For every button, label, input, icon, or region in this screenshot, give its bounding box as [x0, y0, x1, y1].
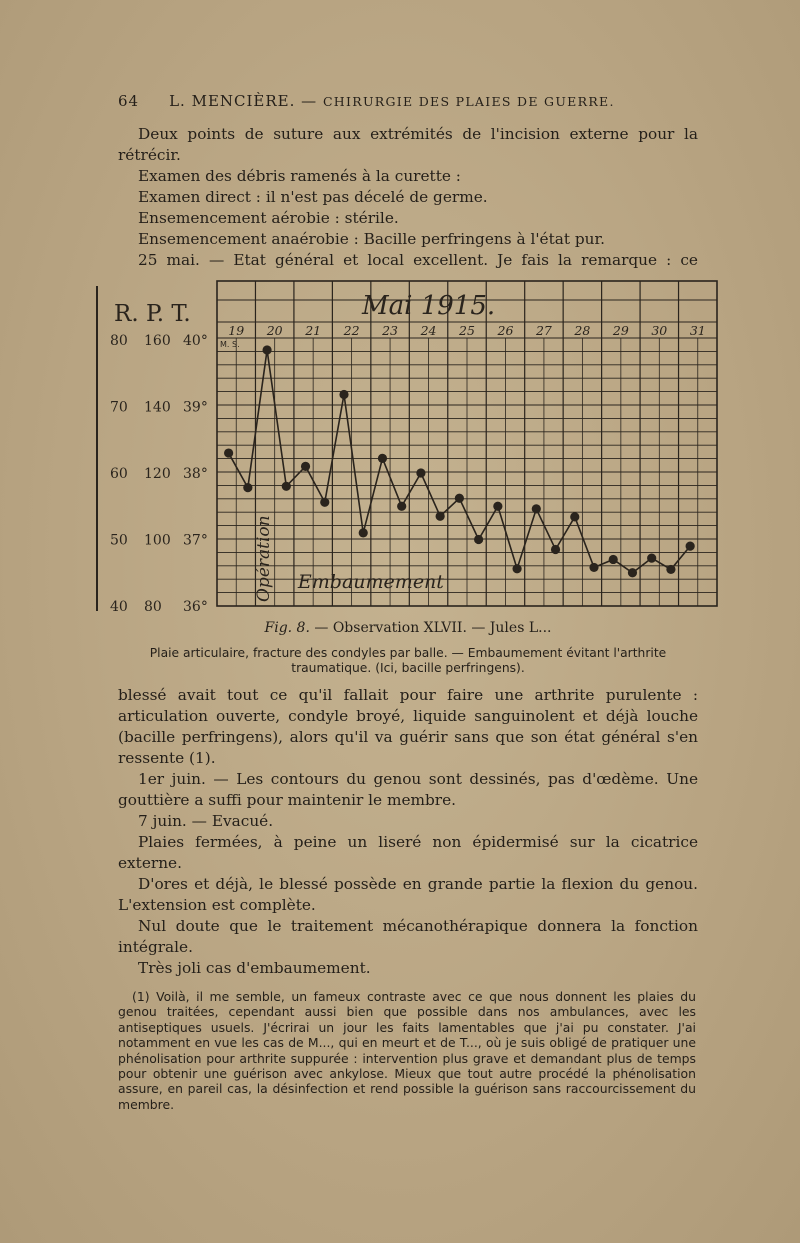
chart-title: Mai 1915. — [362, 291, 496, 321]
paragraph: Ensemencement aérobie : stérile. — [138, 209, 399, 227]
temperature-point — [262, 345, 271, 354]
temperature-point — [282, 482, 291, 491]
axis-r-label: 80 — [110, 333, 128, 349]
axis-p-label: 120 — [144, 466, 171, 482]
header-title: CHIRURGIE DES PLAIES DE GUERRE. — [322, 94, 615, 109]
paragraph: Très joli cas d'embaumement. — [138, 959, 371, 977]
running-header — [118, 92, 718, 110]
operation-annotation: Opération — [254, 515, 275, 602]
temperature-point — [301, 462, 310, 471]
date-label: 23 — [382, 323, 399, 338]
axis-t-label: 37° — [183, 532, 208, 549]
date-label: 27 — [535, 323, 552, 338]
paragraph: 25 mai. — Etat général et local excellent. Je fais la remarque : ce — [138, 251, 698, 269]
temperature-chart — [100, 278, 725, 613]
axis-header: R. P. T. — [114, 301, 191, 327]
date-label: 28 — [574, 323, 591, 338]
date-label: 19 — [228, 323, 245, 338]
temperature-point — [666, 565, 675, 574]
chart-left-rule — [96, 286, 98, 611]
header-author: L. MENCIÈRE. — — [169, 92, 323, 110]
date-label: 26 — [497, 323, 514, 338]
axis-r-label: 70 — [110, 399, 128, 416]
date-label: 29 — [612, 323, 629, 338]
ms-label: M. S. — [220, 340, 240, 349]
temperature-point — [570, 512, 579, 521]
temperature-point — [609, 555, 618, 564]
temperature-point — [512, 564, 521, 573]
paragraph: D'ores et déjà, le blessé possède en grande partie la flexion du genou. L'extension est complète. — [118, 875, 698, 914]
figure-number: Fig. 8. — [264, 620, 310, 636]
body-paragraphs — [118, 685, 698, 979]
axis-p-label: 140 — [144, 399, 171, 416]
temperature-point — [378, 454, 387, 463]
embaumement-annotation: Embaumement — [297, 571, 444, 593]
temperature-point — [416, 468, 425, 477]
temperature-point — [493, 502, 502, 511]
temperature-point — [455, 494, 464, 503]
temperature-point — [339, 390, 348, 399]
temperature-point — [647, 554, 656, 563]
temperature-point — [551, 545, 560, 554]
date-label: 21 — [305, 323, 322, 338]
axis-r-label: 60 — [110, 466, 128, 482]
paragraph: 1er juin. — Les contours du genou sont dessinés, pas d'œdème. Une gouttière a suffi pour maintenir le membre. — [118, 770, 698, 809]
axis-p-label: 100 — [144, 532, 171, 549]
axis-r-label: 40 — [110, 599, 128, 613]
temperature-point — [589, 563, 598, 572]
axis-t-label: 39° — [183, 399, 208, 416]
temperature-point — [436, 512, 445, 521]
paragraph: Nul doute que le traitement mécanothérapique donnera la fonction intégrale. — [118, 917, 698, 956]
paragraph: blessé avait tout ce qu'il fallait pour faire une arthrite purulente : articulation ouverte, condyle broyé, liquide sanguinolent et déjà louche (bacille perfringens), alors qu'il va guérir sans que son état général s'en ressente (1). — [118, 686, 698, 767]
paragraph: Examen des débris ramenés à la curette : — [138, 167, 461, 185]
paragraph: Deux points de suture aux extrémités de l'incision externe pour la rétrécir. — [118, 125, 698, 164]
date-label: 22 — [343, 323, 360, 338]
temperature-point — [320, 498, 329, 507]
axis-t-label: 40° — [183, 333, 208, 349]
temperature-point — [397, 502, 406, 511]
paragraph: Plaies fermées, à peine un liseré non épidermisé sur la cicatrice externe. — [118, 833, 698, 872]
axis-t-label: 36° — [183, 599, 208, 613]
figure-title: — Observation XLVII. — Jules L... — [309, 620, 552, 636]
temperature-point — [224, 448, 233, 457]
figure-description: Plaie articulaire, fracture des condyles par balle. — Embaumement évitant l'arthrite traumatique. (Ici, bacille perfringens). — [149, 646, 667, 675]
figure-caption — [118, 620, 698, 636]
page-number: 64 — [118, 92, 140, 110]
date-label: 24 — [420, 323, 437, 338]
axis-p-label: 80 — [144, 599, 162, 613]
axis-p-label: 160 — [144, 333, 171, 349]
date-label: 30 — [651, 323, 668, 338]
temperature-point — [359, 528, 368, 537]
top-paragraphs — [118, 124, 698, 271]
temperature-point — [532, 504, 541, 513]
footnote — [118, 989, 696, 1112]
temperature-point — [243, 483, 252, 492]
chart-svg — [100, 278, 725, 613]
temperature-point — [686, 542, 695, 551]
paragraph: 7 juin. — Evacué. — [138, 812, 274, 830]
temperature-point — [628, 568, 637, 577]
date-label: 25 — [459, 323, 475, 338]
date-label: 31 — [689, 323, 706, 338]
date-label: 20 — [266, 323, 283, 338]
paragraph: Ensemencement anaérobie : Bacille perfringens à l'état pur. — [138, 230, 606, 248]
axis-t-label: 38° — [183, 466, 208, 482]
paragraph: Examen direct : il n'est pas décelé de germe. — [138, 188, 488, 206]
footnote-text: (1) Voilà, il me semble, un fameux contraste avec ce que nous donnent les plaies du genou traitées, cependant aussi bien que possible dans nos ambulances, avec les antiseptiques usuels. J'écrirai un jour les faits lamentables que j'ai pu constater. J'ai notamment en vue les cas de M..., qui en meurt et de T..., où je suis obligé de pratiquer une phénolisation pour arthrite suppurée : intervention plus grave et demandant plus de temps pour obtenir une guérison avec ankylose. Mieux que tout autre procédé la phénolisation assure, en pareil cas, la désinfection et rend possible la guérison sans raccourcissement du membre. — [118, 989, 696, 1112]
axis-r-label: 50 — [110, 532, 128, 549]
temperature-point — [474, 535, 483, 544]
